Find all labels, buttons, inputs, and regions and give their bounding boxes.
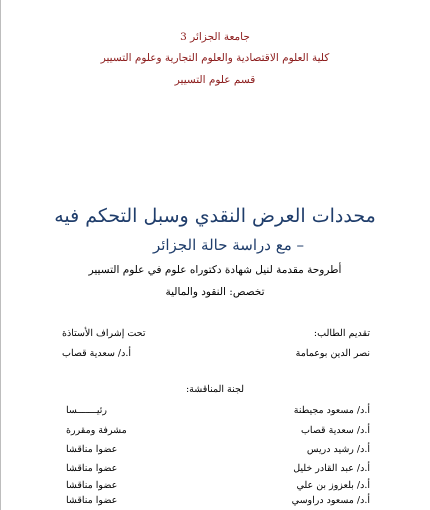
committee-member-role: رئيـــــــسا (66, 405, 107, 416)
student-label: تقديم الطالب: (313, 328, 370, 339)
committee-member-name: أ.د/ سعدية قصاب (300, 425, 370, 436)
committee-member-role: عضوا مناقشا (66, 495, 118, 506)
department-name: قسم علوم التسيير (174, 74, 256, 86)
faculty-name: كلية العلوم الاقتصادية والعلوم التجارية وعلوم التسيير (100, 52, 330, 64)
committee-member-name: أ.د/ مسعود مجيطنة (293, 405, 370, 416)
committee-member-name: أ.د/ رشيد دريس (306, 444, 370, 455)
thesis-specialization: تخصص: النقود والمالية (165, 286, 265, 298)
thesis-title: محددات العرض النقدي وسبل التحكم فيه (54, 205, 376, 227)
student-name: نصر الدين بوعمامة (295, 348, 370, 359)
committee-member-role: مشرفة ومقررة (66, 425, 127, 436)
committee-member-name: أ.د/ عبد القادر خليل (293, 463, 370, 474)
committee-member-role: عضوا مناقشا (66, 463, 118, 474)
committee-member-role: عضوا مناقشا (66, 480, 118, 491)
university-name: جامعة الجزائر 3 (180, 31, 250, 43)
committee-label: لجنة المناقشة: (185, 384, 245, 395)
supervisor-label: تحت إشراف الأستاذة (62, 328, 146, 339)
committee-member-name: أ.د/ بلعزوز بن علي (296, 480, 370, 491)
supervisor-name: أ.د/ سعدية قصاب (62, 348, 132, 359)
committee-member-role: عضوا مناقشا (66, 444, 118, 455)
committee-member-name: أ.د/ مسعود دراوسي (291, 495, 370, 506)
thesis-description: أطروحة مقدمة لنيل شهادة دكتوراه علوم في علوم التسيير (88, 264, 342, 276)
thesis-subtitle: – مع دراسة حالة الجزائر (152, 236, 304, 254)
